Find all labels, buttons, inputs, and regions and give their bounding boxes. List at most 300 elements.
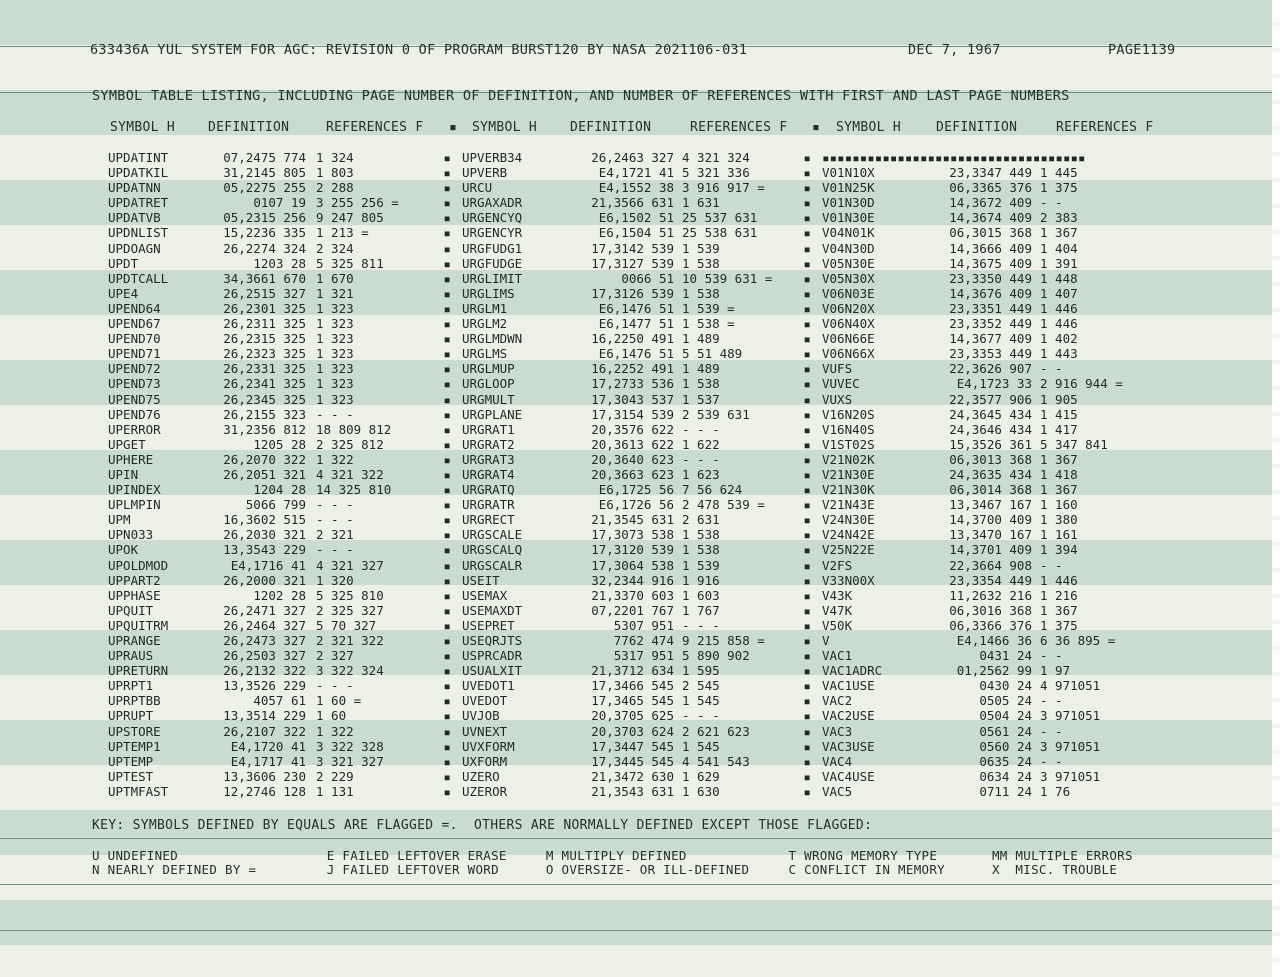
references-2-cell: 1 538 — [682, 285, 720, 301]
definition-1-cell: E4,1720 41 — [230, 738, 306, 754]
definition-1-cell: 26,2323 325 — [223, 346, 306, 362]
row-separator-1-cell: ▪ — [443, 285, 451, 301]
references-1-cell: 4 321 327 — [316, 557, 384, 573]
symbol-3-cell: VAC5 — [822, 783, 853, 799]
table-row — [108, 392, 1168, 407]
row-separator-2-cell: ▪ — [803, 436, 811, 452]
row-separator-2-cell: ▪ — [803, 451, 811, 467]
definition-2-cell: 26,2463 327 — [591, 150, 674, 165]
symbol-2-cell: URGRAT1 — [462, 421, 515, 437]
references-2-cell: 1 545 — [682, 738, 720, 754]
references-1-cell: - - - — [316, 497, 354, 513]
row-separator-1-cell: ▪ — [443, 527, 451, 543]
symbol-2-cell: URGLMDWN — [462, 331, 523, 347]
listing-title: SYMBOL TABLE LISTING, INCLUDING PAGE NUMBER OF DEFINITION, AND NUMBER OF REFERENCES WITH FIRST AND LAST PAGE NUMBERS — [92, 88, 1070, 104]
definition-3-cell: 0561 24 — [979, 723, 1032, 739]
references-1-cell: 1 323 — [316, 300, 354, 316]
references-3-cell: 1 443 — [1040, 346, 1078, 362]
references-1-cell: 1 323 — [316, 376, 354, 392]
references-2-cell: 2 631 — [682, 512, 720, 528]
row-separator-2-cell: ▪ — [803, 210, 811, 226]
symbol-1-cell: UPPART2 — [108, 572, 161, 588]
symbol-1-cell: UPEND64 — [108, 300, 161, 316]
references-2-cell: 1 767 — [682, 602, 720, 618]
row-separator-1-cell: ▪ — [443, 497, 451, 513]
symbol-3-cell: VUXS — [822, 391, 853, 407]
references-1-cell: 2 324 — [316, 240, 354, 256]
references-3-cell: 1 367 — [1040, 451, 1078, 467]
definition-2-cell: 21,3566 631 — [591, 195, 674, 211]
row-separator-2-cell: ▪ — [803, 331, 811, 347]
definition-2-cell: 07,2201 767 — [591, 602, 674, 618]
table-row — [108, 316, 1168, 331]
page-date: DEC 7, 1967 — [908, 42, 1001, 58]
paper-rule — [0, 930, 1272, 931]
references-1-cell: 2 321 322 — [316, 633, 384, 648]
references-3-cell: 1 97 — [1040, 663, 1071, 679]
references-3-cell: 1 446 — [1040, 316, 1078, 332]
symbol-2-cell: URGLMS — [462, 346, 508, 362]
symbol-1-cell: UPQUITRM — [108, 617, 169, 633]
col-header-symbol-3: SYMBOL H — [836, 120, 902, 135]
table-row — [108, 784, 1168, 799]
row-separator-2-cell: ▪ — [803, 678, 811, 694]
references-3-cell: 3 971051 — [1040, 708, 1101, 724]
definition-1-cell: E4,1717 41 — [230, 753, 306, 769]
references-3-cell: 1 446 — [1040, 300, 1078, 316]
definition-2-cell: E6,1726 56 — [598, 497, 674, 513]
definition-3-cell: 0504 24 — [979, 708, 1032, 724]
row-separator-2-cell: ▪ — [803, 270, 811, 286]
references-2-cell: 1 489 — [682, 361, 720, 377]
definition-2-cell: E6,1504 51 — [598, 225, 674, 241]
references-1-cell: - - - — [316, 512, 354, 528]
definition-2-cell: 17,3447 545 — [591, 738, 674, 754]
definition-3-cell: 23,3347 449 — [949, 165, 1032, 181]
references-3-cell: 1 160 — [1040, 497, 1078, 513]
references-2-cell: 25 537 631 — [682, 210, 758, 226]
symbol-1-cell: UPEND76 — [108, 406, 161, 422]
symbol-3-cell: V06N66E — [822, 331, 875, 347]
references-1-cell: 5 325 811 — [316, 255, 384, 271]
col-separator-header-2: ▪ — [812, 120, 821, 135]
references-3-cell: - - — [1040, 723, 1063, 739]
symbol-3-cell: V24N30E — [822, 512, 875, 528]
definition-3-cell: 23,3353 449 — [949, 346, 1032, 362]
row-separator-2-cell: ▪ — [803, 602, 811, 618]
definition-1-cell: 26,2107 322 — [223, 723, 306, 739]
definition-2-cell: 20,3663 623 — [591, 466, 674, 482]
table-row — [108, 301, 1168, 316]
symbol-3-cell: VAC1USE — [822, 678, 875, 694]
definition-1-cell: 13,3526 229 — [223, 678, 306, 694]
references-3-cell: 5 347 841 — [1040, 436, 1108, 452]
row-separator-2-cell: ▪ — [803, 768, 811, 784]
row-separator-2-cell: ▪ — [803, 195, 811, 211]
symbol-3-cell: V04N30D — [822, 240, 875, 256]
paper-rule — [0, 838, 1272, 839]
row-separator-1-cell: ▪ — [443, 512, 451, 528]
definition-3-cell: E4,1723 33 — [956, 376, 1032, 392]
definition-2-cell: 16,2250 491 — [591, 331, 674, 347]
table-row — [108, 482, 1168, 497]
row-separator-2-cell: ▪ — [803, 527, 811, 543]
references-1-cell: 2 325 327 — [316, 602, 384, 618]
references-1-cell: 2 288 — [316, 180, 354, 196]
references-1-cell: 9 247 805 — [316, 210, 384, 226]
references-2-cell: - - - — [682, 421, 720, 437]
definition-2-cell: 0066 51 — [621, 270, 674, 286]
references-2-cell: 1 631 — [682, 195, 720, 211]
references-2-cell: 1 538 — [682, 376, 720, 392]
definition-1-cell: 15,2236 335 — [223, 225, 306, 241]
symbol-table — [108, 150, 1168, 799]
references-2-cell: 2 539 631 — [682, 406, 750, 422]
symbol-2-cell: USEQRJTS — [462, 633, 523, 648]
definition-1-cell: 26,2070 322 — [223, 451, 306, 467]
symbol-2-cell: URGLIMS — [462, 285, 515, 301]
row-separator-1-cell: ▪ — [443, 648, 451, 664]
definition-2-cell: 21,3472 630 — [591, 768, 674, 784]
row-separator-2-cell: ▪ — [803, 753, 811, 769]
symbol-1-cell: UPERROR — [108, 421, 161, 437]
symbol-1-cell: UPTEMP1 — [108, 738, 161, 754]
table-row — [108, 376, 1168, 391]
symbol-3-cell: V21N02K — [822, 451, 875, 467]
definition-3-cell: 22,3577 906 — [949, 391, 1032, 407]
row-separator-2-cell: ▪ — [803, 633, 811, 648]
symbol-1-cell: UPRUPT — [108, 708, 154, 724]
table-row — [108, 422, 1168, 437]
definition-1-cell: 26,2274 324 — [223, 240, 306, 256]
row-separator-2-cell: ▪ — [803, 255, 811, 271]
references-2-cell: 1 545 — [682, 693, 720, 709]
symbol-3-cell: V01N10X — [822, 165, 875, 181]
row-separator-1-cell: ▪ — [443, 451, 451, 467]
definition-3-cell: 06,3013 368 — [949, 451, 1032, 467]
definition-3-cell: 0634 24 — [979, 768, 1032, 784]
references-3-cell: 1 380 — [1040, 512, 1078, 528]
references-1-cell: 2 325 812 — [316, 436, 384, 452]
symbol-1-cell: UPRETURN — [108, 663, 169, 679]
symbol-2-cell: URGLM2 — [462, 316, 508, 332]
page-number: PAGE1139 — [1108, 42, 1176, 58]
definition-1-cell: 16,3602 515 — [223, 512, 306, 528]
definition-1-cell: 26,2473 327 — [223, 633, 306, 648]
symbol-3-cell: V04N01K — [822, 225, 875, 241]
references-1-cell: 1 323 — [316, 331, 354, 347]
references-3-cell: 1 391 — [1040, 255, 1078, 271]
references-3-cell: 1 161 — [1040, 527, 1078, 543]
symbol-1-cell: UPRAUS — [108, 648, 154, 664]
definition-1-cell: 26,2503 327 — [223, 648, 306, 664]
symbol-3-cell: VUFS — [822, 361, 853, 377]
symbol-1-cell: UPDATVB — [108, 210, 161, 226]
definition-2-cell: E6,1502 51 — [598, 210, 674, 226]
definition-1-cell: 05,2275 255 — [223, 180, 306, 196]
row-separator-1-cell: ▪ — [443, 436, 451, 452]
definition-3-cell: 0505 24 — [979, 693, 1032, 709]
definition-1-cell: 1203 28 — [253, 255, 306, 271]
symbol-2-cell: UPVERB34 — [462, 150, 523, 165]
row-separator-2-cell: ▪ — [803, 663, 811, 679]
row-separator-2-cell: ▪ — [803, 285, 811, 301]
references-3-cell: 1 375 — [1040, 617, 1078, 633]
row-separator-2-cell: ▪ — [803, 391, 811, 407]
row-separator-2-cell: ▪ — [803, 587, 811, 603]
symbol-1-cell: UPINDEX — [108, 482, 161, 498]
definition-3-cell: 06,3366 376 — [949, 617, 1032, 633]
definition-3-cell: 23,3350 449 — [949, 270, 1032, 286]
col-header-references-2: REFERENCES F — [690, 120, 788, 135]
symbol-2-cell: URGRAT2 — [462, 436, 515, 452]
references-3-cell: 3 971051 — [1040, 738, 1101, 754]
table-row — [108, 452, 1168, 467]
symbol-3-cell: V01N30D — [822, 195, 875, 211]
references-2-cell: 1 603 — [682, 587, 720, 603]
references-2-cell: 1 538 — [682, 527, 720, 543]
references-3-cell: - - — [1040, 648, 1063, 664]
symbol-1-cell: UPE4 — [108, 285, 139, 301]
symbol-3-cell: VUVEC — [822, 376, 860, 392]
row-separator-2-cell: ▪ — [803, 421, 811, 437]
definition-1-cell: E4,1716 41 — [230, 557, 306, 573]
symbol-1-cell: UPEND72 — [108, 361, 161, 377]
row-separator-1-cell: ▪ — [443, 376, 451, 392]
definition-3-cell: 14,3666 409 — [949, 240, 1032, 256]
row-separator-2-cell: ▪ — [803, 482, 811, 498]
references-2-cell: - - - — [682, 617, 720, 633]
definition-2-cell: 21,3370 603 — [591, 587, 674, 603]
row-separator-1-cell: ▪ — [443, 572, 451, 588]
definition-2-cell: 21,3543 631 — [591, 783, 674, 799]
table-row — [108, 542, 1168, 557]
references-1-cell: 2 229 — [316, 768, 354, 784]
references-3-cell: 2 916 944 = — [1040, 376, 1123, 392]
symbol-3-cell: V06N40X — [822, 316, 875, 332]
definition-2-cell: 17,3064 538 — [591, 557, 674, 573]
table-row — [108, 693, 1168, 708]
symbol-3-cell: V05N30E — [822, 255, 875, 271]
definition-1-cell: 26,2155 323 — [223, 406, 306, 422]
definition-1-cell: 1204 28 — [253, 482, 306, 498]
row-separator-1-cell: ▪ — [443, 195, 451, 211]
row-separator-1-cell: ▪ — [443, 180, 451, 196]
row-separator-2-cell: ▪ — [803, 376, 811, 392]
definition-3-cell: 24,3645 434 — [949, 406, 1032, 422]
row-separator-2-cell: ▪ — [803, 617, 811, 633]
symbol-1-cell: UPEND73 — [108, 376, 161, 392]
definition-3-cell: 0635 24 — [979, 753, 1032, 769]
row-separator-1-cell: ▪ — [443, 542, 451, 558]
symbol-3-cell: VAC2USE — [822, 708, 875, 724]
definition-2-cell: 20,3703 624 — [591, 723, 674, 739]
row-separator-2-cell: ▪ — [803, 240, 811, 256]
row-separator-2-cell: ▪ — [803, 542, 811, 558]
symbol-2-cell: UZERO — [462, 768, 500, 784]
paper-rule — [0, 884, 1272, 885]
symbol-1-cell: UPRPTBB — [108, 693, 161, 709]
references-1-cell: 14 325 810 — [316, 482, 392, 498]
definition-2-cell: 17,3154 539 — [591, 406, 674, 422]
col-header-symbol-1: SYMBOL H — [110, 120, 176, 135]
references-1-cell: 3 255 256 = — [316, 195, 399, 211]
symbol-2-cell: URGLMUP — [462, 361, 515, 377]
definition-2-cell: 17,3142 539 — [591, 240, 674, 256]
references-3-cell: 1 402 — [1040, 331, 1078, 347]
row-separator-1-cell: ▪ — [443, 240, 451, 256]
definition-2-cell: 32,2344 916 — [591, 572, 674, 588]
row-separator-2-cell: ▪ — [803, 557, 811, 573]
definition-1-cell: 4057 61 — [253, 693, 306, 709]
symbol-1-cell: UPDNLIST — [108, 225, 169, 241]
references-3-cell: 1 418 — [1040, 466, 1078, 482]
definition-3-cell: 14,3677 409 — [949, 331, 1032, 347]
references-3-cell: 1 905 — [1040, 391, 1078, 407]
symbol-1-cell: UPTEST — [108, 768, 154, 784]
symbol-3-cell: VAC2 — [822, 693, 853, 709]
definition-2-cell: 17,3126 539 — [591, 285, 674, 301]
references-2-cell: - - - — [682, 451, 720, 467]
row-separator-1-cell: ▪ — [443, 331, 451, 347]
table-row — [108, 346, 1168, 361]
definition-1-cell: 26,2341 325 — [223, 376, 306, 392]
definition-1-cell: 26,2301 325 — [223, 300, 306, 316]
symbol-3-cell: V50K — [822, 617, 853, 633]
definition-3-cell: 23,3351 449 — [949, 300, 1032, 316]
references-2-cell: 3 916 917 = — [682, 180, 765, 196]
symbol-3-cell: ▪▪▪▪▪▪▪▪▪▪▪▪▪▪▪▪▪▪▪▪▪▪▪▪▪▪▪▪▪▪▪▪▪▪▪ — [822, 150, 1086, 165]
references-1-cell: 1 323 — [316, 391, 354, 407]
definition-1-cell: 26,2515 327 — [223, 285, 306, 301]
symbol-2-cell: UVEDOT1 — [462, 678, 515, 694]
symbol-2-cell: URGRAT3 — [462, 451, 515, 467]
symbol-1-cell: UPM — [108, 512, 131, 528]
col-header-references-1: REFERENCES F — [326, 120, 424, 135]
row-separator-2-cell: ▪ — [803, 316, 811, 332]
table-row — [108, 512, 1168, 527]
table-row — [108, 195, 1168, 210]
references-3-cell: 1 216 — [1040, 587, 1078, 603]
definition-1-cell: 12,2746 128 — [223, 783, 306, 799]
references-1-cell: - - - — [316, 406, 354, 422]
definition-2-cell: 17,3445 545 — [591, 753, 674, 769]
references-2-cell: 5 321 336 — [682, 165, 750, 181]
references-3-cell — [1040, 150, 1160, 165]
references-2-cell: 2 621 623 — [682, 723, 750, 739]
row-separator-2-cell: ▪ — [803, 738, 811, 754]
table-row — [108, 527, 1168, 542]
row-separator-1-cell: ▪ — [443, 421, 451, 437]
symbol-3-cell: VAC4USE — [822, 768, 875, 784]
definition-1-cell: 1202 28 — [253, 587, 306, 603]
references-2-cell: 5 51 489 — [682, 346, 743, 362]
references-2-cell: 1 623 — [682, 466, 720, 482]
table-row — [108, 618, 1168, 633]
symbol-3-cell: VAC4 — [822, 753, 853, 769]
row-separator-1-cell: ▪ — [443, 406, 451, 422]
symbol-3-cell: V01N25K — [822, 180, 875, 196]
symbol-2-cell: USEPRET — [462, 617, 515, 633]
definition-3-cell: 0560 24 — [979, 738, 1032, 754]
definition-1-cell: 26,2000 321 — [223, 572, 306, 588]
symbol-2-cell: UVNEXT — [462, 723, 508, 739]
symbol-2-cell: UZEROR — [462, 783, 508, 799]
definition-2-cell: E4,1721 41 — [598, 165, 674, 181]
definition-1-cell: 26,2315 325 — [223, 331, 306, 347]
col-header-definition-3: DEFINITION — [936, 120, 1018, 135]
row-separator-1-cell: ▪ — [443, 316, 451, 332]
table-row — [108, 361, 1168, 376]
symbol-2-cell: URGSCALE — [462, 527, 523, 543]
row-separator-1-cell: ▪ — [443, 708, 451, 724]
table-row — [108, 708, 1168, 723]
table-row — [108, 739, 1168, 754]
table-row — [108, 497, 1168, 512]
symbol-2-cell: URGLOOP — [462, 376, 515, 392]
row-separator-1-cell: ▪ — [443, 723, 451, 739]
col-header-definition-2: DEFINITION — [570, 120, 652, 135]
definition-1-cell: 34,3661 670 — [223, 270, 306, 286]
symbol-3-cell: V21N30E — [822, 466, 875, 482]
symbol-2-cell: URGFUDG1 — [462, 240, 523, 256]
symbol-3-cell: V06N66X — [822, 346, 875, 362]
row-separator-1-cell: ▪ — [443, 150, 451, 165]
table-row — [108, 648, 1168, 663]
symbol-3-cell: VAC3USE — [822, 738, 875, 754]
symbol-1-cell: UPEND67 — [108, 316, 161, 332]
references-3-cell: 2 383 — [1040, 210, 1078, 226]
table-row — [108, 286, 1168, 301]
references-2-cell: 2 478 539 = — [682, 497, 765, 513]
symbol-2-cell: URGRAT4 — [462, 466, 515, 482]
references-3-cell: 4 971051 — [1040, 678, 1101, 694]
definition-2-cell: 20,3576 622 — [591, 421, 674, 437]
symbol-1-cell: UPN033 — [108, 527, 154, 543]
references-1-cell: 1 323 — [316, 346, 354, 362]
symbol-2-cell: UVEDOT — [462, 693, 508, 709]
col-header-references-3: REFERENCES F — [1056, 120, 1154, 135]
row-separator-2-cell: ▪ — [803, 150, 811, 165]
references-1-cell: 1 321 — [316, 285, 354, 301]
table-row — [108, 210, 1168, 225]
row-separator-2-cell: ▪ — [803, 648, 811, 664]
references-1-cell: 1 323 — [316, 316, 354, 332]
table-row — [108, 678, 1168, 693]
key-legend-line-2: N NEARLY DEFINED BY = J FAILED LEFTOVER WORD O OVERSIZE- OR ILL-DEFINED C CONFLICT IN MEMORY X MISC. TROUBLE — [92, 862, 1118, 877]
references-1-cell: 1 131 — [316, 783, 354, 799]
definition-3-cell: 22,3664 908 — [949, 557, 1032, 573]
row-separator-2-cell: ▪ — [803, 300, 811, 316]
definition-3-cell: 06,3015 368 — [949, 225, 1032, 241]
references-1-cell: 1 323 — [316, 361, 354, 377]
table-row — [108, 271, 1168, 286]
row-separator-1-cell: ▪ — [443, 783, 451, 799]
references-1-cell: - - - — [316, 542, 354, 558]
definition-3-cell: 0711 24 — [979, 783, 1032, 799]
row-separator-2-cell: ▪ — [803, 783, 811, 799]
definition-1-cell: 13,3543 229 — [223, 542, 306, 558]
definition-1-cell: 1205 28 — [253, 436, 306, 452]
row-separator-2-cell: ▪ — [803, 497, 811, 513]
references-2-cell: 1 539 — [682, 240, 720, 256]
definition-2-cell: 17,3073 538 — [591, 527, 674, 543]
symbol-1-cell: UPOK — [108, 542, 139, 558]
table-row — [108, 467, 1168, 482]
symbol-1-cell: UPGET — [108, 436, 146, 452]
references-2-cell: 10 539 631 = — [682, 270, 773, 286]
symbol-1-cell: UPRANGE — [108, 633, 161, 648]
